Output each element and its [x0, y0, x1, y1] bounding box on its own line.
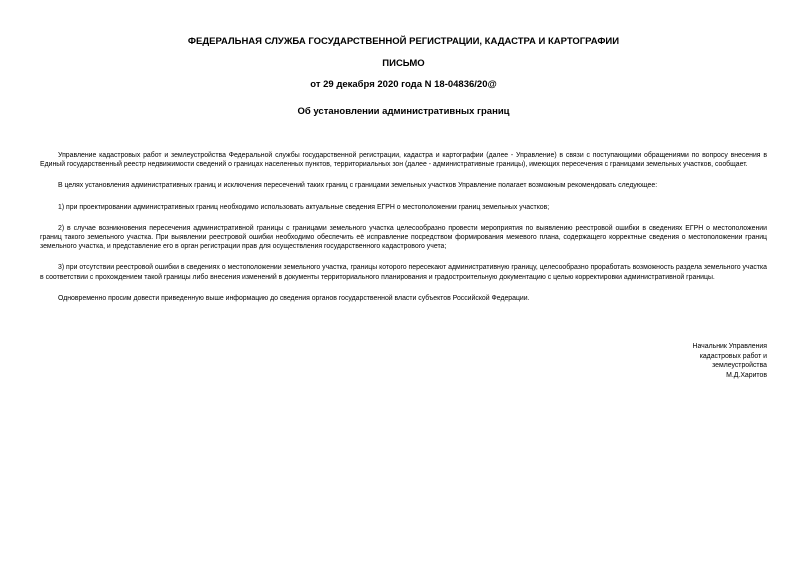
- paragraph-closing: Одновременно просим довести приведенную выше информацию до сведения органов государственной власти субъектов Российской Федерации.: [58, 294, 530, 302]
- paragraph-item-1: 1) при проектировании административных границ необходимо использовать актуальные сведения ЕГРН о местоположении границ земельных участков;: [58, 203, 550, 211]
- signature-position-line-3: землеустройства: [712, 362, 767, 370]
- organization-title: ФЕДЕРАЛЬНАЯ СЛУЖБА ГОСУДАРСТВЕННОЙ РЕГИСТРАЦИИ, КАДАСТРА И КАРТОГРАФИИ: [187, 36, 620, 47]
- document-subject: Об установлении административных границ: [297, 106, 510, 117]
- paragraph-item-2: 2) в случае возникновения пересечения административной границы с границами земельного участка целесообразно провести мероприятия по выявлению реестровой ошибки в сведениях ЕГРН о местоположении границ такого земельного участка. При выявлении реестровой ошибки необходимо обеспечить её исправление посредством формирования межевого плана, содержащего корректные сведения о местоположении границ земельного участка, и представление его в орган регистрации прав для осуществления государственного кадастрового учета;: [40, 224, 767, 251]
- signature-position-line-2: кадастровых работ и: [699, 352, 767, 360]
- signature-block: [693, 342, 767, 380]
- paragraph-intro: Управление кадастровых работ и землеустройства Федеральной службы государственной регистрации, кадастра и картографии (далее - Управление) в связи с поступающими обращениями по вопросу внесения в Единый государственный реестр недвижимости сведений о границах населенных пунктов, территориальных зон (далее - административные границы), имеющих пересечения с границами земельных участков, сообщает.: [40, 152, 767, 169]
- document-date-number: от 29 декабря 2020 года N 18-04836/20@: [310, 79, 497, 90]
- signature-name: М.Д.Харитов: [726, 371, 767, 379]
- paragraph-item-3: 3) при отсутствии реестровой ошибки в сведениях о местоположении земельного участка, границы которого пересекают административную границу, целесообразно проработать возможность раздела земельного участка в соответствии с прохождением такой границы либо внесения изменений в документы территориального планирования и градостроительную документацию с целью корректировки административной границы.: [40, 264, 767, 281]
- paragraph-recommendations-lead: В целях установления административных границ и исключения пересечений таких границ с границами земельных участков Управление полагает возможным рекомендовать следующее:: [58, 182, 658, 190]
- document-body: [40, 151, 767, 303]
- signature-position-line-1: Начальник Управления: [692, 343, 767, 350]
- document-type: ПИСЬМО: [382, 58, 425, 69]
